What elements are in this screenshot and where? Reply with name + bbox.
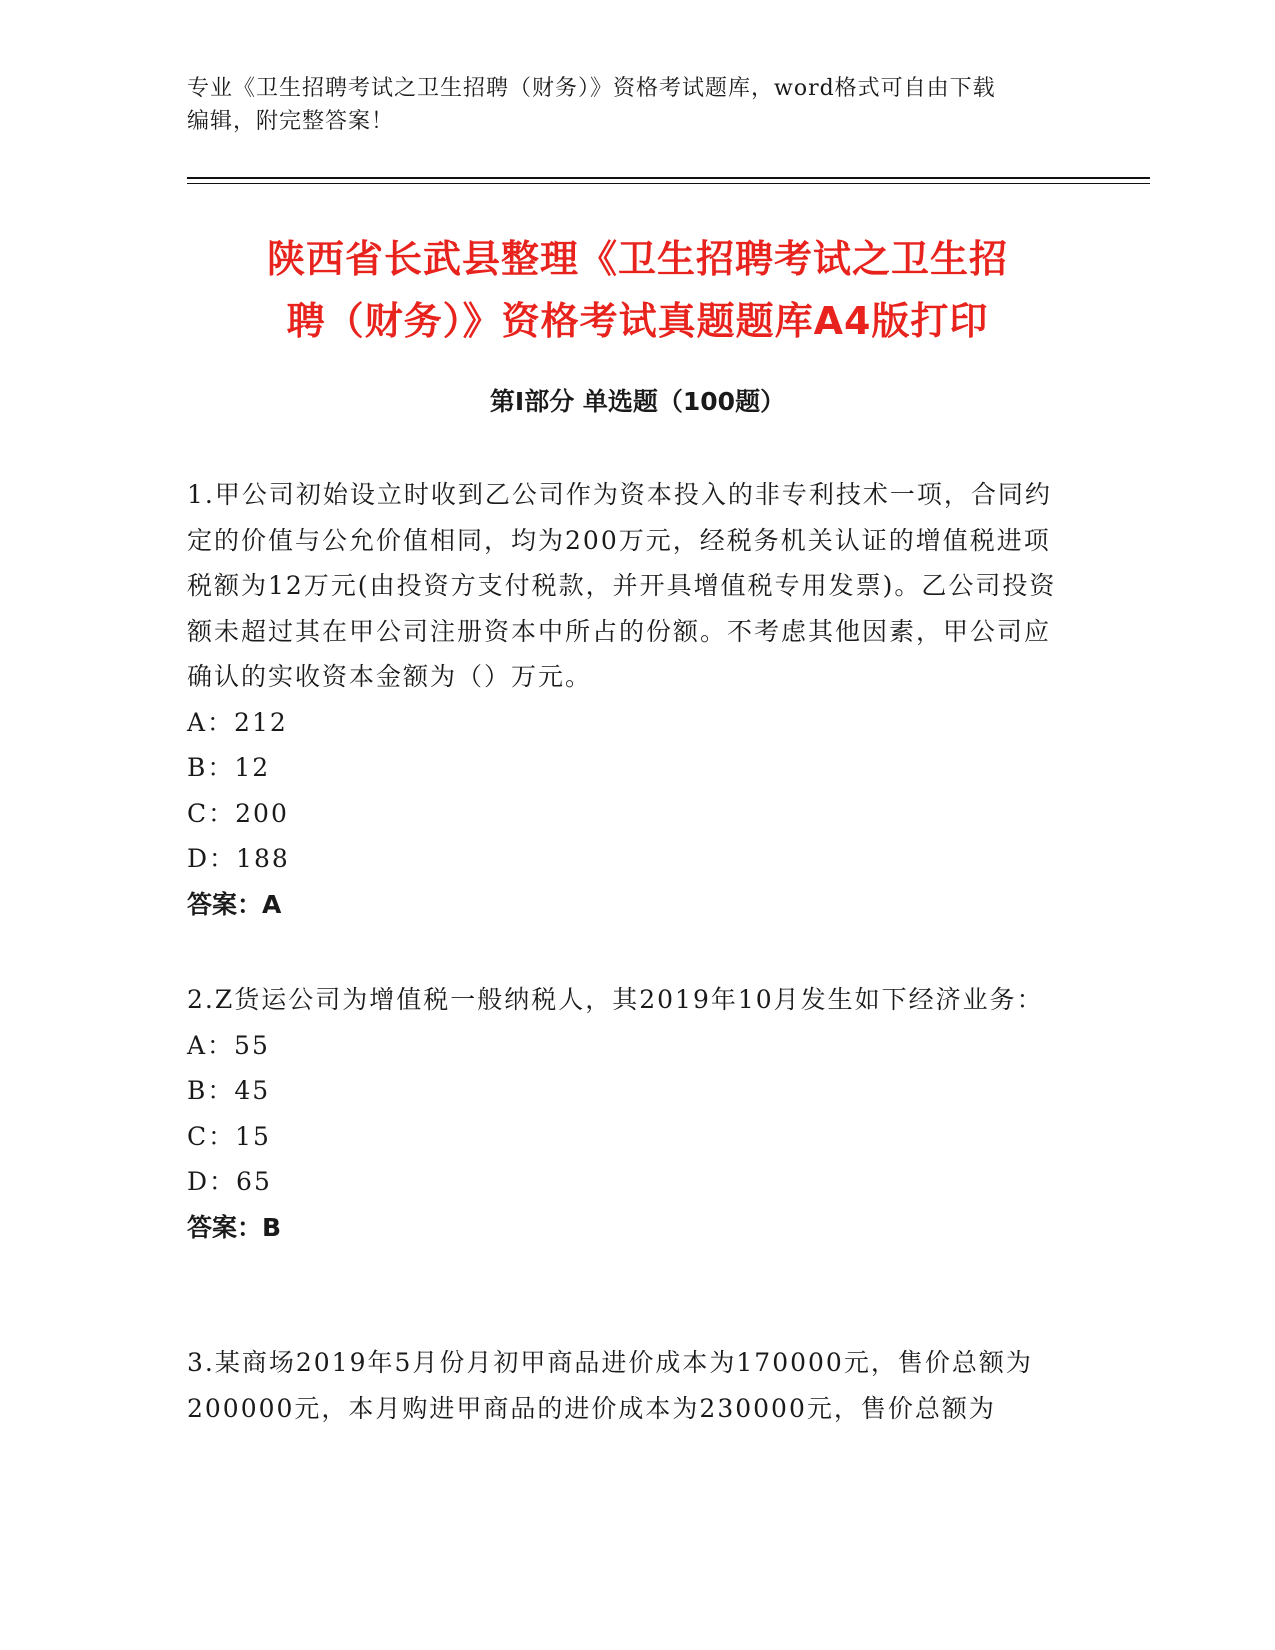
option-d: D：188 bbox=[187, 844, 290, 873]
document-title bbox=[160, 228, 1115, 352]
question-stem: 1.甲公司初始设立时收到乙公司作为资本投入的非专利技术一项，合同约定的价值与公允价值相同，均为200万元，经税务机关认证的增值税进项税额为12万元(由投资方支付税款，并开具增值税专用发票)。乙公司投资额未超过其在甲公司注册资本中所占的份额。不考虑其他因素，甲公司应确认的实收资本金额为（）万元。 bbox=[187, 480, 1057, 691]
answer-label: 答案：A bbox=[187, 889, 282, 919]
section-heading: 第I部分 单选题（100题） bbox=[489, 387, 786, 416]
option-c: C：200 bbox=[187, 798, 289, 828]
question-3 bbox=[187, 1340, 1077, 1431]
option-a: A：212 bbox=[187, 707, 288, 737]
option-c: C：15 bbox=[187, 1121, 271, 1151]
header-note bbox=[187, 72, 1087, 138]
header-rule-thin bbox=[187, 183, 1150, 184]
answer-label: 答案：B bbox=[187, 1212, 282, 1242]
header-note-line2: 编辑，附完整答案！ bbox=[187, 109, 395, 134]
option-b: B：12 bbox=[187, 753, 271, 782]
option-b: B：45 bbox=[187, 1076, 271, 1105]
document-title-line1: 陕西省长武县整理《卫生招聘考试之卫生招 bbox=[266, 237, 1008, 281]
header-rule-thick bbox=[187, 177, 1150, 179]
question-stem: 3.某商场2019年5月份月初甲商品进价成本为170000元，售价总额为200000元，本月购进甲商品的进价成本为230000元，售价总额为 bbox=[187, 1348, 1033, 1423]
header-note-line1: 专业《卫生招聘考试之卫生招聘（财务）》资格考试题库，word格式可自由下载 bbox=[187, 76, 996, 101]
option-d: D：65 bbox=[187, 1167, 272, 1196]
question-stem: 2.Z货运公司为增值税一般纳税人，其2019年10月发生如下经济业务： bbox=[187, 985, 1044, 1014]
question-2 bbox=[187, 977, 1077, 1250]
option-a: A：55 bbox=[187, 1030, 270, 1060]
document-title-line2: 聘（财务）》资格考试真题题库A4版打印 bbox=[286, 299, 989, 343]
question-1 bbox=[187, 472, 1077, 927]
